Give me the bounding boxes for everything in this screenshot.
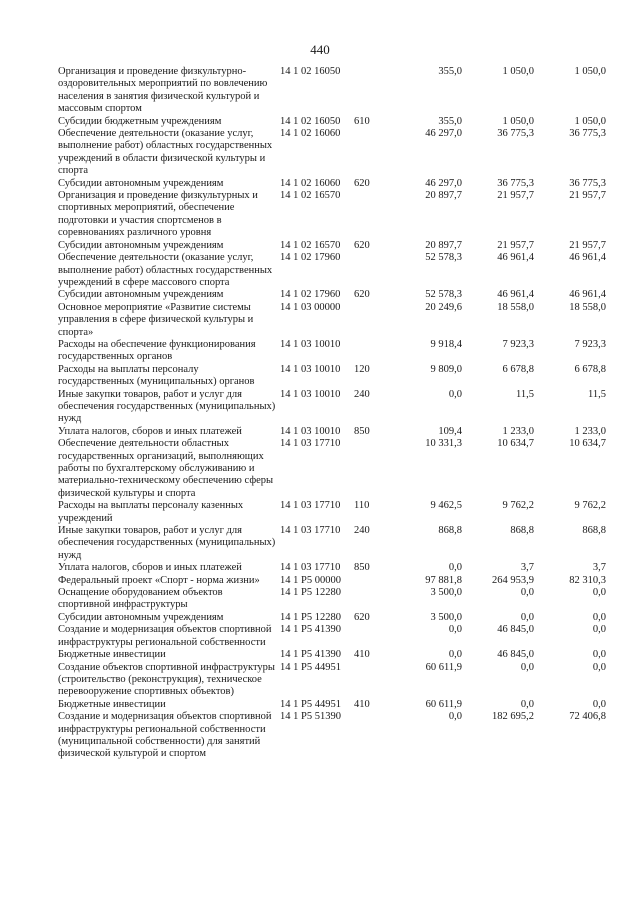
row-value-3: 0,0: [592, 661, 606, 673]
row-name: Иные закупки товаров, работ и услуг для обеспечения государственных (муниципальных) нужд: [58, 525, 276, 561]
row-value-1: 355,0: [438, 66, 462, 77]
row-name: Основное мероприятие «Развитие системы управления в сфере физической культуры и спорта»: [58, 301, 254, 338]
row-code: 14 1 02 16050: [280, 115, 341, 127]
row-name: Субсидии автономным учреждениям: [58, 611, 224, 623]
row-code: 14 1 02 17960: [280, 289, 341, 301]
table-row: [58, 699, 606, 711]
row-code: 14 1 P5 41390: [280, 649, 341, 661]
row-expense-type: 240: [354, 525, 370, 537]
row-name: Обеспечение деятельности (оказание услуг, выполнение работ) областных государственных учреждений в области физической культуры и спорта: [58, 128, 273, 177]
table-row: [58, 302, 606, 339]
table-row: [58, 438, 606, 500]
row-code: 14 1 02 16050: [280, 66, 341, 77]
row-value-1: 868,8: [438, 525, 462, 537]
row-value-3: 36 775,3: [569, 177, 606, 189]
row-value-3: 46 961,4: [569, 252, 606, 264]
table-row: [58, 575, 606, 587]
row-value-1: 0,0: [448, 388, 462, 400]
row-name: Расходы на выплаты персоналу казенных учреждений: [58, 500, 244, 524]
table-row: [58, 612, 606, 624]
row-value-2: 868,8: [510, 525, 534, 537]
row-expense-type: 110: [354, 500, 370, 512]
row-value-3: 21 957,7: [569, 239, 606, 251]
row-value-3: 18 558,0: [569, 301, 606, 313]
table-row: [58, 178, 606, 190]
row-name: Субсидии автономным учреждениям: [58, 239, 224, 251]
row-code: 14 1 03 10010: [280, 363, 341, 375]
row-value-2: 46 845,0: [497, 624, 534, 636]
table-row: [58, 116, 606, 128]
row-code: 14 1 03 17710: [280, 562, 341, 574]
table-row: [58, 562, 606, 574]
row-expense-type: 410: [354, 649, 370, 661]
row-value-2: 46 961,4: [497, 252, 534, 264]
row-value-1: 0,0: [448, 624, 462, 636]
row-name: Создание и модернизация объектов спортивной инфраструктуры региональной собственности (муниципальной собственности) для занятий физической культурой и спортом: [58, 711, 272, 760]
row-value-2: 0,0: [520, 661, 534, 673]
row-value-1: 46 297,0: [425, 128, 462, 140]
row-name: Субсидии бюджетным учреждениям: [58, 115, 222, 127]
row-code: 14 1 P5 44951: [280, 661, 341, 673]
row-name: Организация и проведение физкультурно-оздоровительных мероприятий по вовлечению населения в занятия физической культурой и массовым спортом: [58, 66, 268, 115]
row-value-3: 11,5: [588, 388, 606, 400]
row-value-2: 10 634,7: [497, 438, 534, 450]
row-value-2: 46 845,0: [497, 649, 534, 661]
row-value-3: 868,8: [582, 525, 606, 537]
row-value-3: 0,0: [592, 649, 606, 661]
row-value-2: 21 957,7: [497, 239, 534, 251]
row-value-2: 36 775,3: [497, 177, 534, 189]
row-value-3: 7 923,3: [574, 338, 606, 350]
row-name: Расходы на выплаты персоналу государственных (муниципальных) органов: [58, 363, 255, 388]
row-code: 14 1 P5 41390: [280, 624, 341, 636]
row-code: 14 1 03 17710: [280, 438, 341, 450]
row-name: Уплата налогов, сборов и иных платежей: [58, 562, 242, 574]
row-value-1: 52 578,3: [425, 289, 462, 301]
table-row: [58, 525, 606, 562]
row-value-1: 20 249,6: [425, 301, 462, 313]
row-expense-type: 850: [354, 425, 370, 437]
row-value-2: 1 050,0: [502, 66, 534, 77]
row-value-2: 46 961,4: [497, 289, 534, 301]
row-value-1: 9 462,5: [430, 500, 462, 512]
row-value-2: 1 050,0: [502, 115, 534, 127]
row-value-2: 0,0: [520, 611, 534, 623]
row-name: Расходы на обеспечение функционирования государственных органов: [58, 338, 256, 363]
row-value-2: 0,0: [520, 698, 534, 710]
row-value-1: 0,0: [448, 711, 462, 723]
row-name: Уплата налогов, сборов и иных платежей: [58, 425, 242, 437]
row-code: 14 1 03 10010: [280, 388, 341, 400]
table-row: [58, 66, 606, 116]
row-code: 14 1 P5 51390: [280, 711, 341, 723]
table-row: [58, 364, 606, 389]
table-row: [58, 587, 606, 612]
row-expense-type: 240: [354, 388, 370, 400]
row-value-2: 36 775,3: [497, 128, 534, 140]
row-name: Создание и модернизация объектов спортивной инфраструктуры региональной собственности: [58, 624, 272, 648]
row-name: Иные закупки товаров, работ и услуг для обеспечения государственных (муниципальных) нужд: [58, 388, 276, 425]
row-code: 14 1 03 10010: [280, 338, 341, 350]
row-code: 14 1 02 16060: [280, 128, 341, 140]
row-value-1: 109,4: [438, 425, 462, 437]
row-value-1: 52 578,3: [425, 252, 462, 264]
row-value-1: 20 897,7: [425, 239, 462, 251]
row-code: 14 1 P5 44951: [280, 698, 341, 710]
row-code: 14 1 02 16570: [280, 190, 341, 202]
row-code: 14 1 03 17710: [280, 525, 341, 537]
row-name: Бюджетные инвестиции: [58, 698, 166, 710]
row-value-3: 0,0: [592, 611, 606, 623]
row-name: Бюджетные инвестиции: [58, 649, 166, 661]
row-value-1: 60 611,9: [425, 661, 462, 673]
row-value-2: 1 233,0: [502, 425, 534, 437]
row-code: 14 1 02 16570: [280, 239, 341, 251]
row-value-2: 18 558,0: [497, 301, 534, 313]
row-expense-type: 620: [354, 239, 370, 251]
row-value-2: 264 953,9: [492, 574, 534, 586]
row-value-3: 0,0: [592, 587, 606, 599]
table-row: [58, 711, 606, 761]
table-row: [58, 426, 606, 438]
table-row: [58, 649, 606, 661]
row-value-1: 3 500,0: [430, 611, 462, 623]
row-value-1: 97 881,8: [425, 574, 462, 586]
row-value-1: 10 331,3: [425, 438, 462, 450]
row-code: 14 1 02 16060: [280, 177, 341, 189]
row-value-3: 1 050,0: [574, 66, 606, 77]
row-value-1: 9 809,0: [430, 363, 462, 375]
row-value-1: 0,0: [448, 649, 462, 661]
row-value-1: 20 897,7: [425, 190, 462, 202]
row-value-3: 0,0: [592, 624, 606, 636]
row-value-3: 10 634,7: [569, 438, 606, 450]
row-value-2: 6 678,8: [502, 363, 534, 375]
row-name: Создание объектов спортивной инфраструктуры (строительство (реконструкция), техническое перевооружение спортивных объектов): [58, 661, 275, 698]
row-code: 14 1 P5 12280: [280, 611, 341, 623]
row-expense-type: 120: [354, 363, 370, 375]
row-value-2: 9 762,2: [502, 500, 534, 512]
row-value-3: 0,0: [592, 698, 606, 710]
page-number: 440: [310, 42, 330, 57]
row-value-3: 21 957,7: [569, 190, 606, 202]
row-expense-type: 610: [354, 115, 370, 127]
row-value-2: 182 695,2: [492, 711, 534, 723]
row-name: Субсидии автономным учреждениям: [58, 289, 224, 301]
row-value-1: 46 297,0: [425, 177, 462, 189]
table-row: [58, 339, 606, 364]
row-code: 14 1 03 10010: [280, 425, 341, 437]
row-value-3: 9 762,2: [574, 500, 606, 512]
row-value-1: 3 500,0: [430, 587, 462, 599]
row-value-2: 11,5: [516, 388, 534, 400]
row-expense-type: 620: [354, 177, 370, 189]
row-name: Субсидии автономным учреждениям: [58, 177, 224, 189]
row-value-2: 21 957,7: [497, 190, 534, 202]
row-expense-type: 620: [354, 611, 370, 623]
row-expense-type: 850: [354, 562, 370, 574]
row-value-3: 1 050,0: [574, 115, 606, 127]
row-value-1: 0,0: [448, 562, 462, 574]
row-value-1: 355,0: [438, 115, 462, 127]
row-value-2: 0,0: [520, 587, 534, 599]
row-name: Обеспечение деятельности областных государственных организаций, выполняющих работы по бухгалтерскому обслуживанию и материально-техническому обеспечению сферы физической культуры и спорта: [58, 438, 274, 499]
row-code: 14 1 P5 00000: [280, 574, 341, 586]
row-value-2: 3,7: [520, 562, 534, 574]
row-value-3: 82 310,3: [569, 574, 606, 586]
row-value-1: 9 918,4: [430, 338, 462, 350]
row-value-3: 46 961,4: [569, 289, 606, 301]
table-row: [58, 389, 606, 426]
row-name: Обеспечение деятельности (оказание услуг, выполнение работ) областных государственных учреждений в сфере массового спорта: [58, 252, 273, 288]
row-value-3: 36 775,3: [569, 128, 606, 140]
row-expense-type: 620: [354, 289, 370, 301]
row-value-2: 7 923,3: [502, 338, 534, 350]
row-code: 14 1 02 17960: [280, 252, 341, 264]
budget-table: [58, 66, 606, 761]
table-row: [58, 190, 606, 240]
table-row: [58, 128, 606, 178]
table-row: [58, 662, 606, 699]
table-row: [58, 252, 606, 289]
row-name: Организация и проведение физкультурных и спортивных мероприятий, обеспечение подготовки и участия спортсменов в соревнованиях различного уровня: [58, 190, 258, 239]
row-value-3: 6 678,8: [574, 363, 606, 375]
row-value-3: 72 406,8: [569, 711, 606, 723]
row-code: 14 1 03 00000: [280, 301, 341, 313]
row-value-1: 60 611,9: [425, 698, 462, 710]
row-code: 14 1 P5 12280: [280, 587, 341, 599]
table-row: [58, 289, 606, 301]
row-value-3: 1 233,0: [574, 425, 606, 437]
table-row: [58, 240, 606, 252]
row-name: Федеральный проект «Спорт - норма жизни»: [58, 574, 260, 586]
row-code: 14 1 03 17710: [280, 500, 341, 512]
row-expense-type: 410: [354, 698, 370, 710]
table-row: [58, 500, 606, 525]
table-row: [58, 624, 606, 649]
row-value-3: 3,7: [592, 562, 606, 574]
row-name: Оснащение оборудованием объектов спортивной инфраструктуры: [58, 587, 223, 611]
